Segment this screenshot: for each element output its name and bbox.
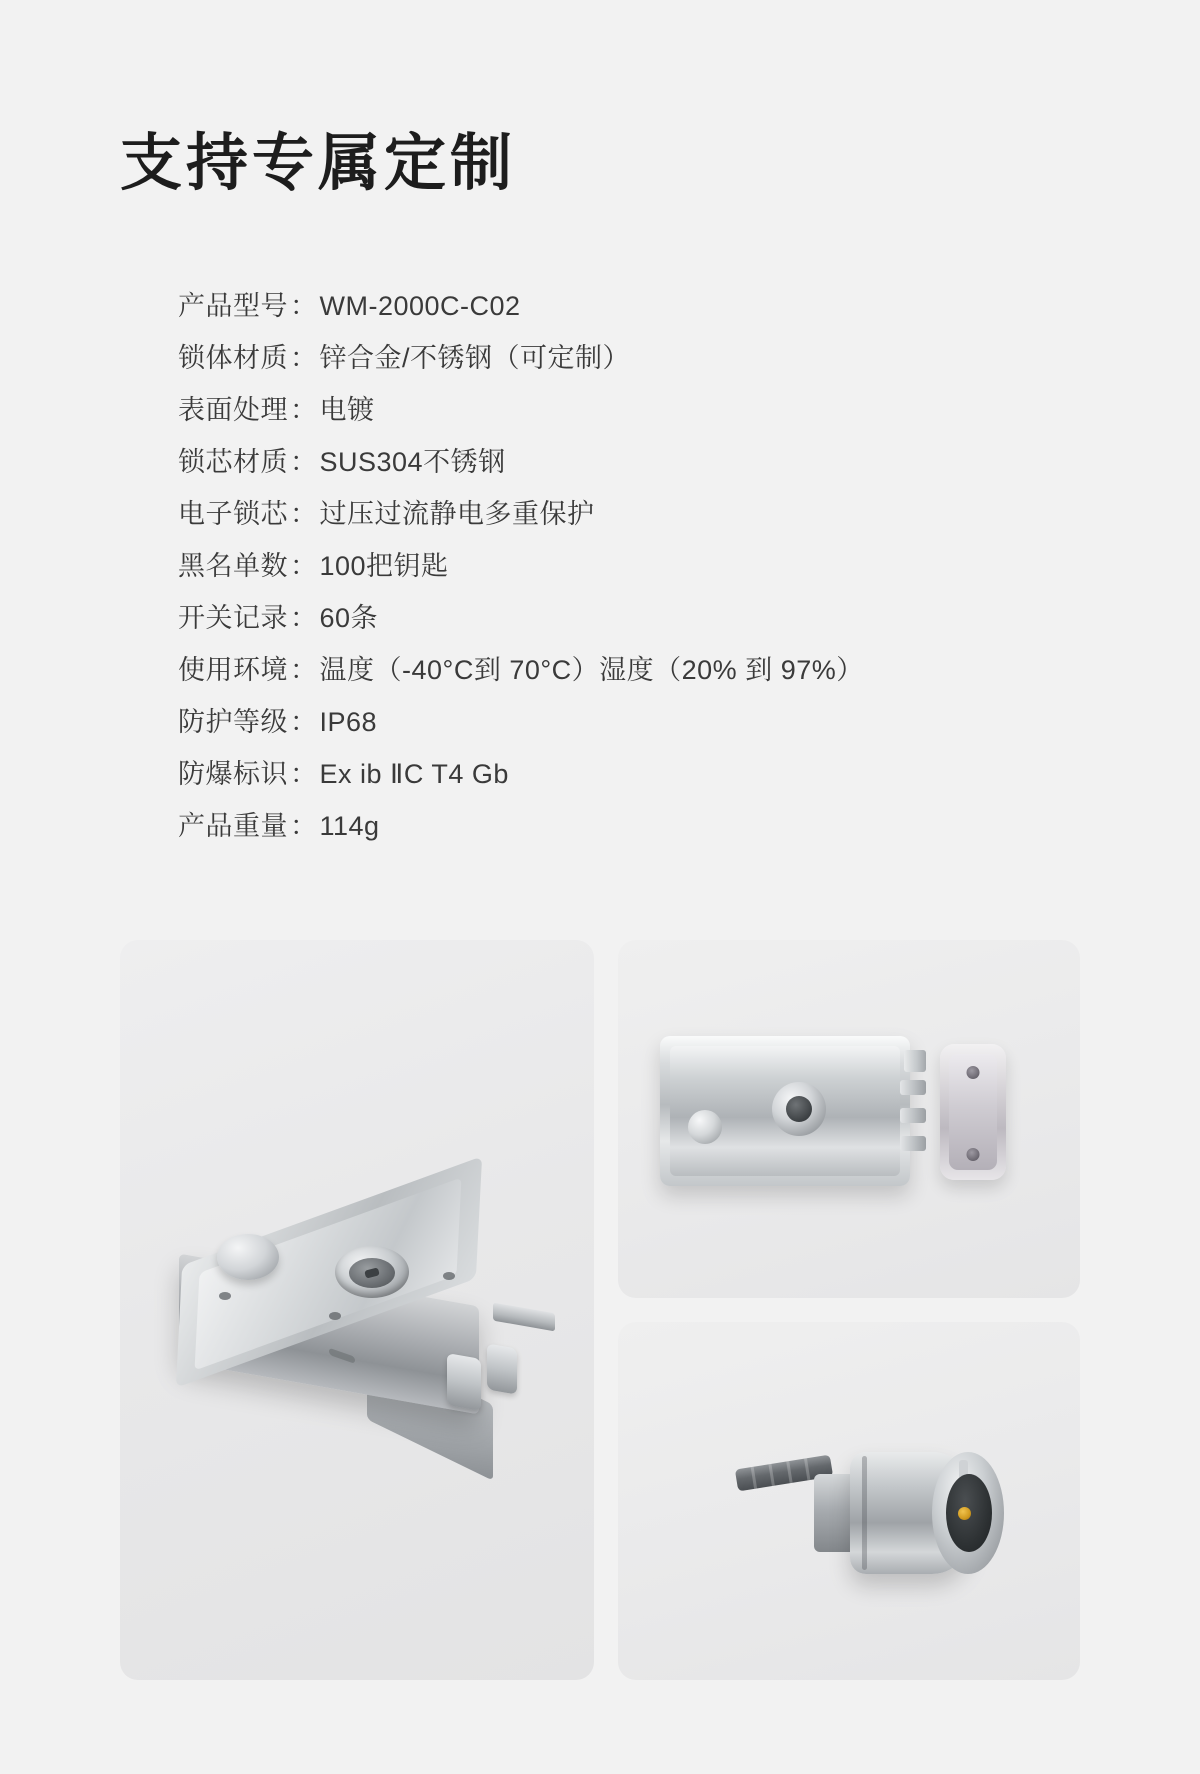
rim-lock-isometric-illustration [157, 1160, 557, 1490]
spec-separator: ： [290, 603, 318, 633]
lock-bolt [447, 1353, 481, 1411]
spec-value: 114g [319, 811, 380, 841]
spec-label: 电子锁芯 [178, 499, 288, 529]
spec-label: 产品型号 [178, 291, 288, 321]
spec-value: 过压过流静电多重保护 [319, 499, 595, 529]
spec-value: 100把钥匙 [319, 551, 449, 581]
spec-value: 锌合金/不锈钢（可定制） [319, 343, 631, 373]
spec-value: WM-2000C-C02 [319, 291, 521, 321]
spec-separator: ： [290, 811, 318, 841]
spec-label: 防护等级 [178, 707, 288, 737]
spec-separator: ： [290, 551, 318, 581]
lock-latch-bar [493, 1302, 555, 1331]
spec-separator: ： [290, 447, 318, 477]
lock-thumb-knob [688, 1110, 722, 1144]
cylinder-face [932, 1452, 1004, 1574]
lock-body-slot [329, 1348, 355, 1364]
product-image-front-view [618, 940, 1080, 1298]
spec-row-body-material [178, 332, 1038, 384]
lock-bolt [900, 1080, 926, 1095]
lock-screw-hole [329, 1312, 341, 1320]
spec-row-switch-records [178, 592, 1038, 644]
spec-list [178, 280, 1038, 852]
spec-label: 开关记录 [178, 603, 288, 633]
spec-row-product-model [178, 280, 1038, 332]
spec-row-blacklist-count [178, 540, 1038, 592]
spec-label: 防爆标识 [178, 759, 288, 789]
lock-thumb-knob [217, 1234, 279, 1280]
spec-separator: ： [290, 707, 318, 737]
spec-label: 使用环境 [178, 655, 288, 685]
rim-lock-front-illustration [660, 1036, 910, 1186]
spec-separator: ： [290, 343, 318, 373]
lock-key-cylinder [772, 1082, 826, 1136]
spec-separator: ： [290, 291, 318, 321]
cable-rib [751, 1467, 757, 1489]
lock-bolt [900, 1108, 926, 1123]
spec-label: 产品重量 [178, 811, 288, 841]
spec-label: 锁体材质 [178, 343, 288, 373]
spec-value: 电镀 [319, 395, 375, 425]
strike-screw-hole [967, 1148, 980, 1161]
cylinder-keyway [946, 1474, 992, 1552]
spec-value: IP68 [319, 707, 378, 737]
spec-value: 温度（-40°C到 70°C）湿度（20% 到 97%） [319, 655, 864, 685]
lock-cylinder-core [786, 1096, 812, 1122]
spec-row-cylinder-material [178, 436, 1038, 488]
electronic-cylinder-illustration [736, 1434, 1006, 1584]
lock-latch-bar [904, 1050, 926, 1072]
spec-row-explosion-proof-marking [178, 748, 1038, 800]
spec-separator: ： [290, 759, 318, 789]
spec-separator: ： [290, 395, 318, 425]
lock-bolt [900, 1136, 926, 1151]
spec-value: 60条 [319, 603, 379, 633]
cable-rib [804, 1458, 810, 1480]
strike-plate-illustration [940, 1044, 1006, 1180]
lock-screw-hole [443, 1272, 455, 1280]
spec-label: 表面处理 [178, 395, 288, 425]
cylinder-contact-pin [958, 1507, 971, 1520]
spec-row-operating-environment [178, 644, 1038, 696]
spec-row-surface-treatment [178, 384, 1038, 436]
lock-screw-hole [219, 1292, 231, 1300]
product-image-cylinder-module [618, 1322, 1080, 1680]
spec-separator: ： [290, 655, 318, 685]
lock-bolt [487, 1343, 517, 1394]
spec-value: SUS304不锈钢 [319, 447, 506, 477]
spec-label: 黑名单数 [178, 551, 288, 581]
product-image-main [120, 940, 594, 1680]
product-gallery [120, 940, 1080, 1680]
spec-row-electronic-cylinder [178, 488, 1038, 540]
cylinder-seam-ring [862, 1456, 867, 1570]
spec-separator: ： [290, 499, 318, 529]
cable-rib [768, 1464, 774, 1486]
lock-cylinder-core [349, 1258, 395, 1288]
page-title: 支持专属定制 [120, 128, 517, 198]
spec-row-protection-rating [178, 696, 1038, 748]
lock-key-cylinder [335, 1246, 409, 1298]
spec-value: Ex ib ⅡC T4 Gb [319, 759, 509, 789]
lock-keyway [364, 1267, 380, 1278]
cable-rib [786, 1461, 792, 1483]
strike-screw-hole [967, 1066, 980, 1079]
spec-row-product-weight [178, 800, 1038, 852]
spec-label: 锁芯材质 [178, 447, 288, 477]
